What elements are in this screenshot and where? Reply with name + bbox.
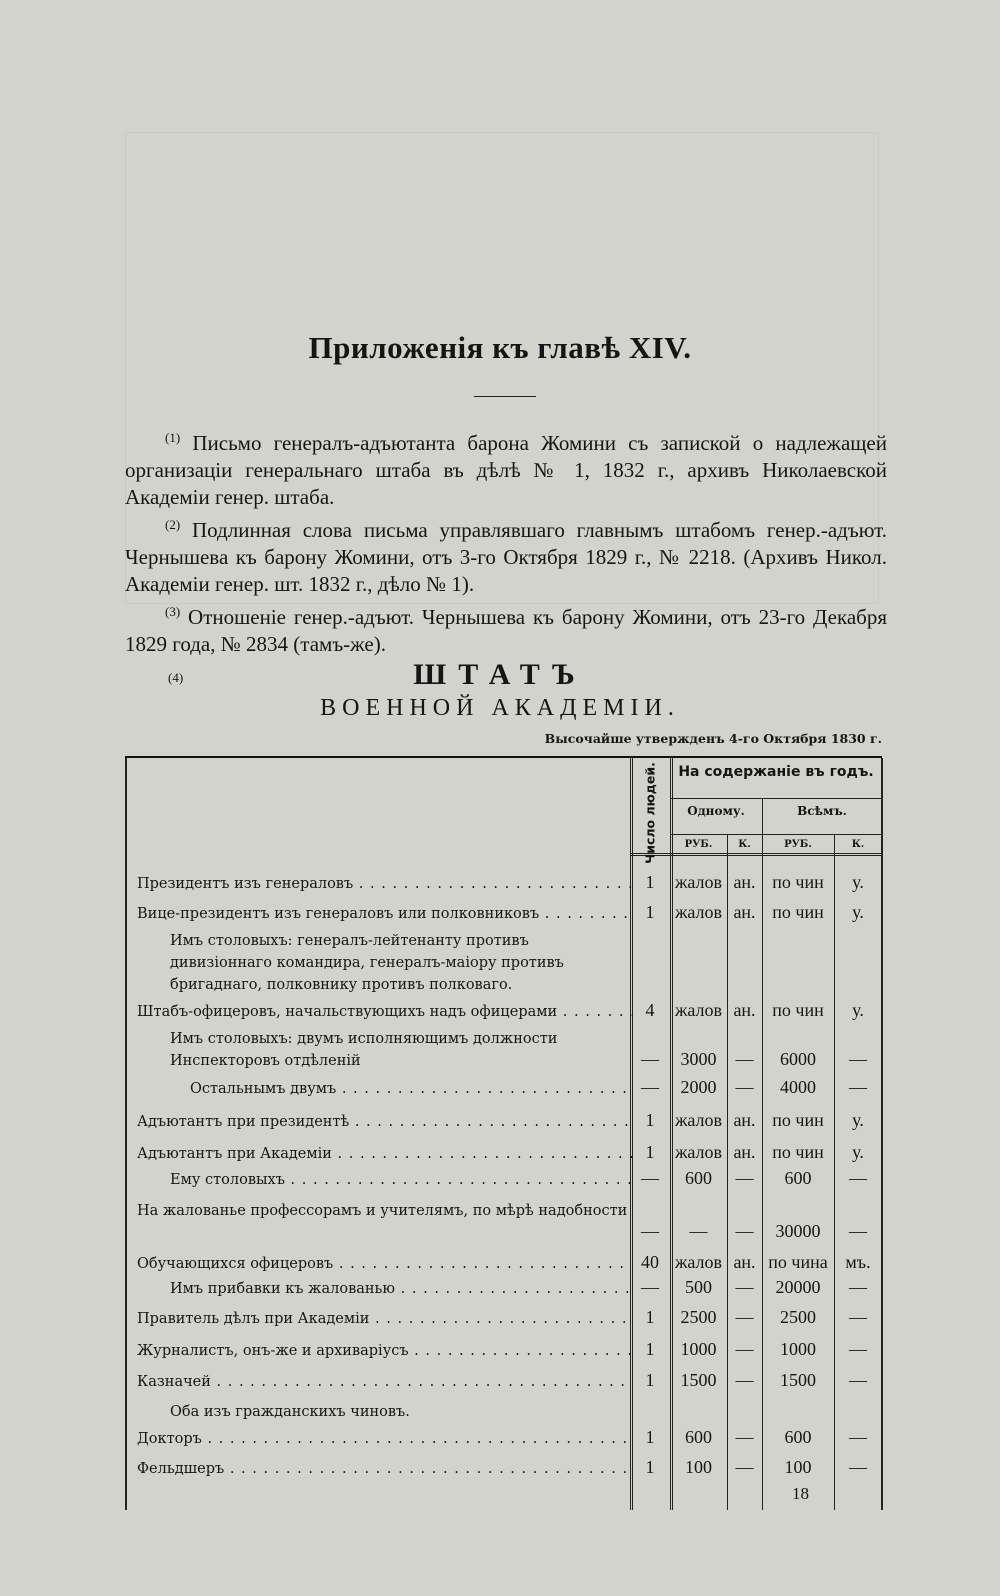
cell-r2: 2500 [780, 1307, 816, 1327]
row-label: Имъ столовыхъ: двумъ исполняющимъ должности Инспекторовъ отдѣленій [170, 1031, 558, 1069]
cell-k1: ан. [733, 1252, 756, 1272]
header-unit-rub-1: РУБ. [684, 839, 713, 850]
cell-k1: ан. [733, 902, 756, 922]
row-label: Обучающихся офицеровъ . . . [137, 1253, 633, 1275]
cell-k1: ан. [733, 1142, 756, 1162]
cell-num: 1 [645, 872, 655, 892]
header-bottom-line [630, 853, 882, 856]
cell-k2: у. [852, 1110, 864, 1130]
cell-k1: — [735, 1168, 754, 1188]
cell-r2: 30000 [775, 1221, 821, 1241]
row-label: Имъ прибавки къ жалованью . . . [170, 1278, 633, 1300]
cell-r2: по чин [772, 1110, 824, 1130]
cell-k2: — [849, 1077, 867, 1097]
cell-k1: — [735, 1339, 754, 1359]
approval-line: Высочайше утвержденъ 4-го Октября 1830 г. [544, 731, 882, 746]
cell-r2: 20000 [775, 1277, 821, 1297]
header-unit-kop-1: К. [738, 839, 751, 850]
cell-r1: 3000 [680, 1049, 717, 1069]
shtat-title: ШТАТЪ [413, 658, 587, 691]
cell-r1: 100 [685, 1457, 712, 1477]
cell-k2: — [849, 1307, 867, 1327]
row-label: Казначей . . . [137, 1371, 633, 1393]
cell-k2: мъ. [845, 1252, 871, 1272]
row-label: Оба изъ гражданскихъ чиновъ. [170, 1404, 410, 1420]
page-heading: Приложенія къ главѣ XIV. [308, 330, 692, 365]
page-number: 18 [792, 1484, 809, 1503]
cell-k1: — [735, 1277, 754, 1297]
cell-k2: — [849, 1370, 867, 1390]
row-label: Правитель дѣлъ при Академіи . . . [137, 1308, 633, 1330]
cell-k2: — [849, 1339, 867, 1359]
cell-r1: 1000 [680, 1339, 717, 1359]
row-label: Имъ столовыхъ: генералъ-лейтенанту противъ дивизіоннаго командира, генералъ-маіору противъ бригаднаго, полковнику противъ полковаго. [170, 933, 564, 993]
cell-num: — [641, 1221, 659, 1241]
cell-r2: по чин [772, 902, 824, 922]
row-label: Адъютантъ при президентѣ . . . [137, 1111, 633, 1133]
academy-title: ВОЕННОЙ АКАДЕМІИ. [320, 695, 680, 721]
cell-k1: — [735, 1077, 754, 1097]
note-1-text: Письмо генералъ-адъютанта барона Жомини съ запиской о надлежащей организаціи генеральнаго штаба въ дѣлѣ № 1, 1832 г., архивъ Николаевской Академіи генер. штаба. [125, 431, 887, 509]
row-label: Журналистъ, онъ-же и архиваріусъ . . . [137, 1340, 633, 1362]
cell-k1: — [735, 1221, 754, 1241]
cell-k2: у. [852, 1000, 864, 1020]
cell-num: 1 [645, 1339, 655, 1359]
cell-num: — [641, 1077, 659, 1097]
cell-r1: жалов [674, 902, 723, 922]
cell-num: — [641, 1049, 659, 1069]
heading-divider [474, 396, 536, 397]
cell-k1: — [735, 1370, 754, 1390]
cell-k2: — [849, 1277, 867, 1297]
note-2-ref: (2) [165, 517, 181, 532]
cell-k2: — [849, 1221, 867, 1241]
row-label: Президентъ изъ генераловъ . . . [137, 873, 633, 895]
cell-r1: жалов [674, 1000, 723, 1020]
cell-r1: жалов [674, 1142, 723, 1162]
row-label: На жалованье профессорамъ и учителямъ, по мѣрѣ надобности [137, 1203, 628, 1219]
cell-k2: у. [852, 902, 864, 922]
cell-r1: жалов [674, 1110, 723, 1130]
cell-k1: — [735, 1457, 754, 1477]
cell-num: 1 [645, 1370, 655, 1390]
cell-r1: 600 [685, 1427, 712, 1447]
cell-k2: — [849, 1168, 867, 1188]
row-label: Ему столовыхъ . . . [170, 1169, 633, 1191]
cell-r1: 600 [685, 1168, 712, 1188]
cell-r1: 2500 [680, 1307, 717, 1327]
header-unit-rub-2: РУБ. [784, 839, 812, 850]
header-all: Всѣмъ. [797, 804, 847, 818]
cell-r2: 6000 [780, 1049, 816, 1069]
note-2 [125, 511, 887, 598]
cell-num: 1 [645, 1457, 655, 1477]
cell-num: 40 [641, 1252, 659, 1272]
staff-table [125, 756, 882, 1510]
row-label: Штабъ-офицеровъ, начальствующихъ надъ офицерами . . . [137, 1001, 633, 1023]
note-3-ref: (3) [165, 604, 181, 619]
note-3 [125, 598, 887, 658]
cell-r2: 600 [784, 1168, 812, 1188]
table-left-border [125, 758, 127, 1510]
header-unit-kop-2: К. [851, 839, 865, 850]
header-people-count [640, 764, 660, 862]
cell-k1: ан. [733, 1000, 756, 1020]
cell-k2: у. [852, 1142, 864, 1162]
cell-k2: у. [852, 872, 864, 892]
cell-r2: 600 [784, 1427, 812, 1447]
cell-r2: 1500 [780, 1370, 816, 1390]
cell-num: — [641, 1168, 659, 1188]
cell-k2: — [849, 1427, 867, 1447]
cell-r2: по чин [772, 1000, 824, 1020]
header-allowance: На содержаніе въ годъ. [678, 764, 874, 780]
note-2-text: Подлинная слова письма управлявшаго главнымъ штабомъ генер.-адъют. Чернышева къ барону Жомини, отъ 3-го Октября 1829 г., № 2218. (Архивъ Никол. Академіи генер. шт. 1832 г., дѣло № 1). [125, 518, 887, 596]
cell-r2: по чин [772, 1142, 824, 1162]
cell-num: 4 [645, 1000, 655, 1020]
row-label: Остальнымъ двумъ . . . [190, 1078, 633, 1100]
cell-r2: 1000 [780, 1339, 816, 1359]
header-line-1 [670, 798, 882, 799]
row-label: Докторъ . . . [137, 1428, 633, 1450]
note-1-ref: (1) [165, 430, 181, 445]
cell-k1: — [735, 1427, 754, 1447]
header-one: Одному. [687, 804, 745, 818]
divider-num-amount [670, 758, 673, 1510]
row-label: Вице-президентъ изъ генераловъ или полковниковъ . . . [137, 903, 633, 925]
cell-r2: 100 [784, 1457, 812, 1477]
cell-r1: 500 [685, 1277, 712, 1297]
note-3-text: Отношеніе генер.-адъют. Чернышева къ барону Жомини, отъ 23-го Декабря 1829 года, № 2834 (тамъ-же). [125, 605, 887, 656]
cell-k1: — [735, 1049, 754, 1069]
cell-r2: по чин [772, 872, 824, 892]
row-label: Фельдшеръ . . . [137, 1458, 633, 1480]
cell-r2: по чина [768, 1252, 828, 1272]
cell-num: — [641, 1277, 659, 1297]
note-4-ref-text: (4) [168, 670, 184, 685]
note-1 [125, 424, 887, 511]
cell-r1: жалов [674, 1252, 723, 1272]
cell-r1: 1500 [680, 1370, 717, 1390]
cell-num: 1 [645, 1427, 655, 1447]
header-line-2 [670, 834, 882, 835]
cell-k2: — [849, 1049, 867, 1069]
cell-r2: 4000 [780, 1077, 816, 1097]
cell-num: 1 [645, 1307, 655, 1327]
cell-k1: ан. [733, 1110, 756, 1130]
cell-num: 1 [645, 1142, 655, 1162]
divider-label-num [630, 758, 633, 1510]
cell-k2: — [849, 1457, 867, 1477]
cell-r1: жалов [674, 872, 723, 892]
cell-r1: 2000 [680, 1077, 717, 1097]
table-right-border [881, 758, 883, 1510]
cell-num: 1 [645, 1110, 655, 1130]
header-people-count-text: Число людей. [642, 762, 658, 864]
row-label: Адъютантъ при Академіи . . . [137, 1143, 633, 1165]
cell-k1: ан. [733, 872, 756, 892]
cell-r1: — [689, 1221, 708, 1241]
cell-k1: — [735, 1307, 754, 1327]
footnotes [125, 424, 887, 658]
cell-num: 1 [645, 902, 655, 922]
